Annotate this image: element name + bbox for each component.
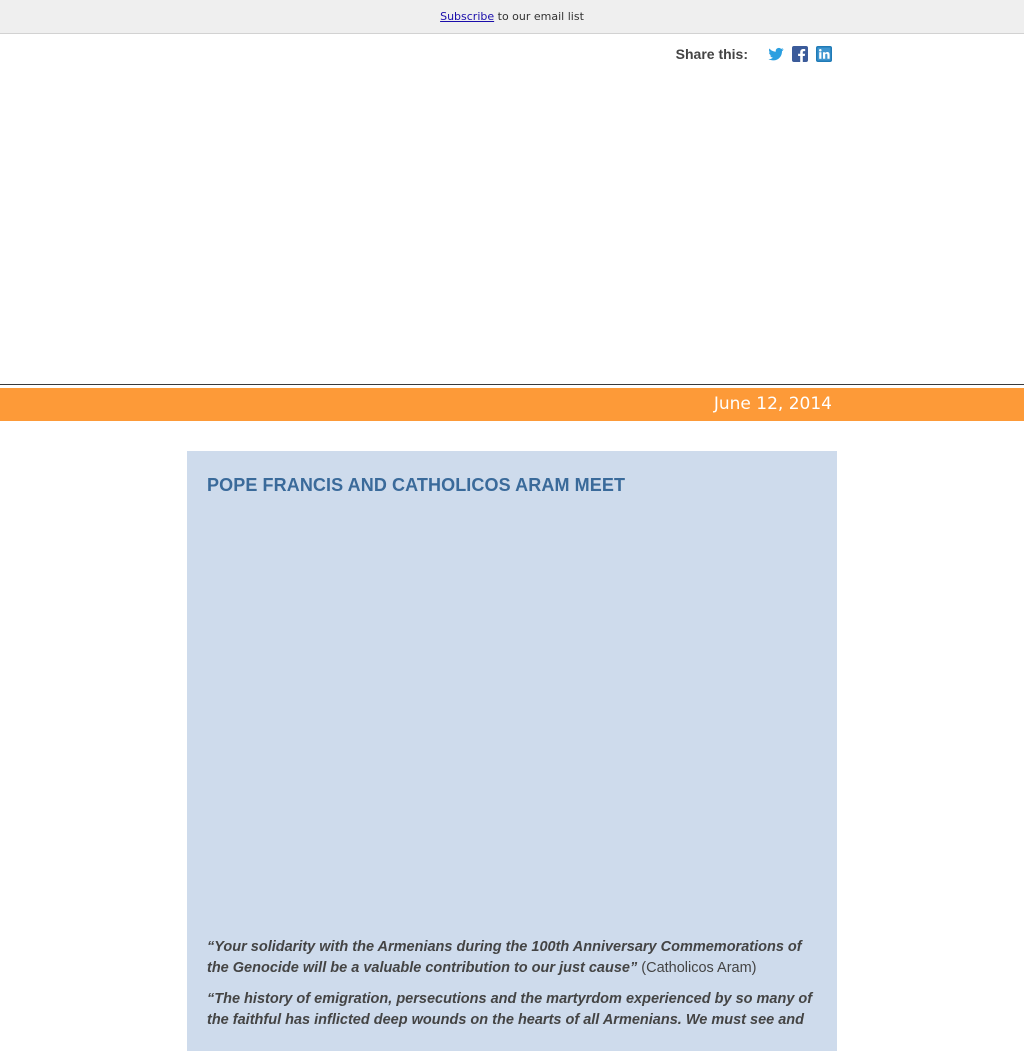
article-card [187,451,837,1051]
share-bar [676,44,832,64]
share-label: Share this: [675,46,748,62]
quote-attribution: (Catholicos Aram) [641,960,757,976]
article-quote [207,989,817,1031]
article-headline: POPE FRANCIS AND CATHOLICOS ARAM MEET [207,475,626,495]
header-divider [0,384,1024,385]
facebook-icon[interactable] [792,46,808,62]
linkedin-icon[interactable] [816,46,832,62]
article-image-placeholder [207,511,817,931]
date-band [0,388,1024,421]
subscribe-suffix: to our email list [494,10,584,23]
quote-text: “The history of emigration, persecutions and the martyrdom experienced by so many of the faithful has inflicted deep wounds on the hearts of all Armenians. We must see and [207,991,813,1028]
subscribe-link[interactable]: Subscribe [440,10,495,23]
subscribe-bar [0,0,1024,34]
twitter-icon[interactable] [768,46,784,62]
issue-date: June 12, 2014 [713,394,832,414]
article-quote [207,937,817,979]
quote-text: “Your solidarity with the Armenians during the 100th Anniversary Commemorations of the Genocide will be a valuable contribution to our just cause” [207,939,802,976]
